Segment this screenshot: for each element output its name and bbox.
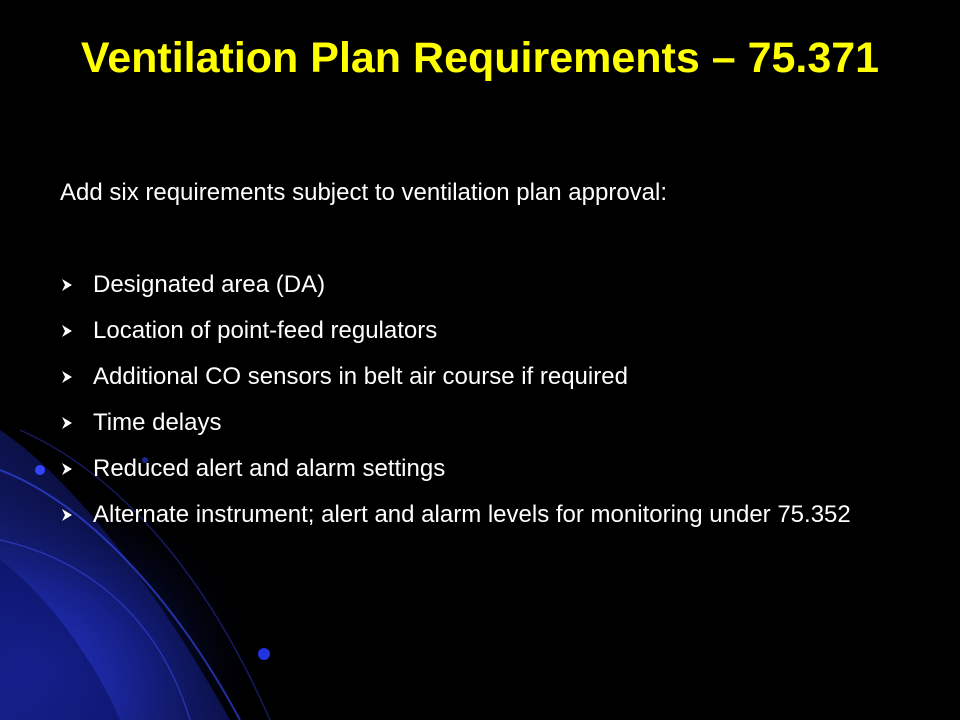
- bullet-text: Location of point-feed regulators: [93, 317, 438, 344]
- arrow-bullet-icon: [60, 268, 93, 301]
- arrow-bullet-icon: [60, 406, 93, 439]
- list-item: [60, 268, 920, 301]
- arrow-bullet-icon: [60, 360, 93, 393]
- bullet-text: Designated area (DA): [93, 271, 326, 298]
- list-item: [60, 406, 920, 439]
- slide-title: Ventilation Plan Requirements – 75.371: [80, 34, 880, 82]
- list-item: [60, 314, 920, 347]
- list-item: [60, 452, 920, 485]
- requirements-list: [60, 268, 920, 544]
- intro-text: Add six requirements subject to ventilation plan approval:: [60, 179, 668, 206]
- arrow-bullet-icon: [60, 314, 93, 347]
- bullet-text: Reduced alert and alarm settings: [93, 455, 446, 482]
- bullet-text: Additional CO sensors in belt air course if required: [93, 363, 628, 390]
- bullet-text: Alternate instrument; alert and alarm levels for monitoring under 75.352: [93, 501, 851, 528]
- list-item: [60, 498, 920, 531]
- bullet-text: Time delays: [93, 409, 222, 436]
- arrow-bullet-icon: [60, 498, 93, 531]
- list-item: [60, 360, 920, 393]
- arrow-bullet-icon: [60, 452, 93, 485]
